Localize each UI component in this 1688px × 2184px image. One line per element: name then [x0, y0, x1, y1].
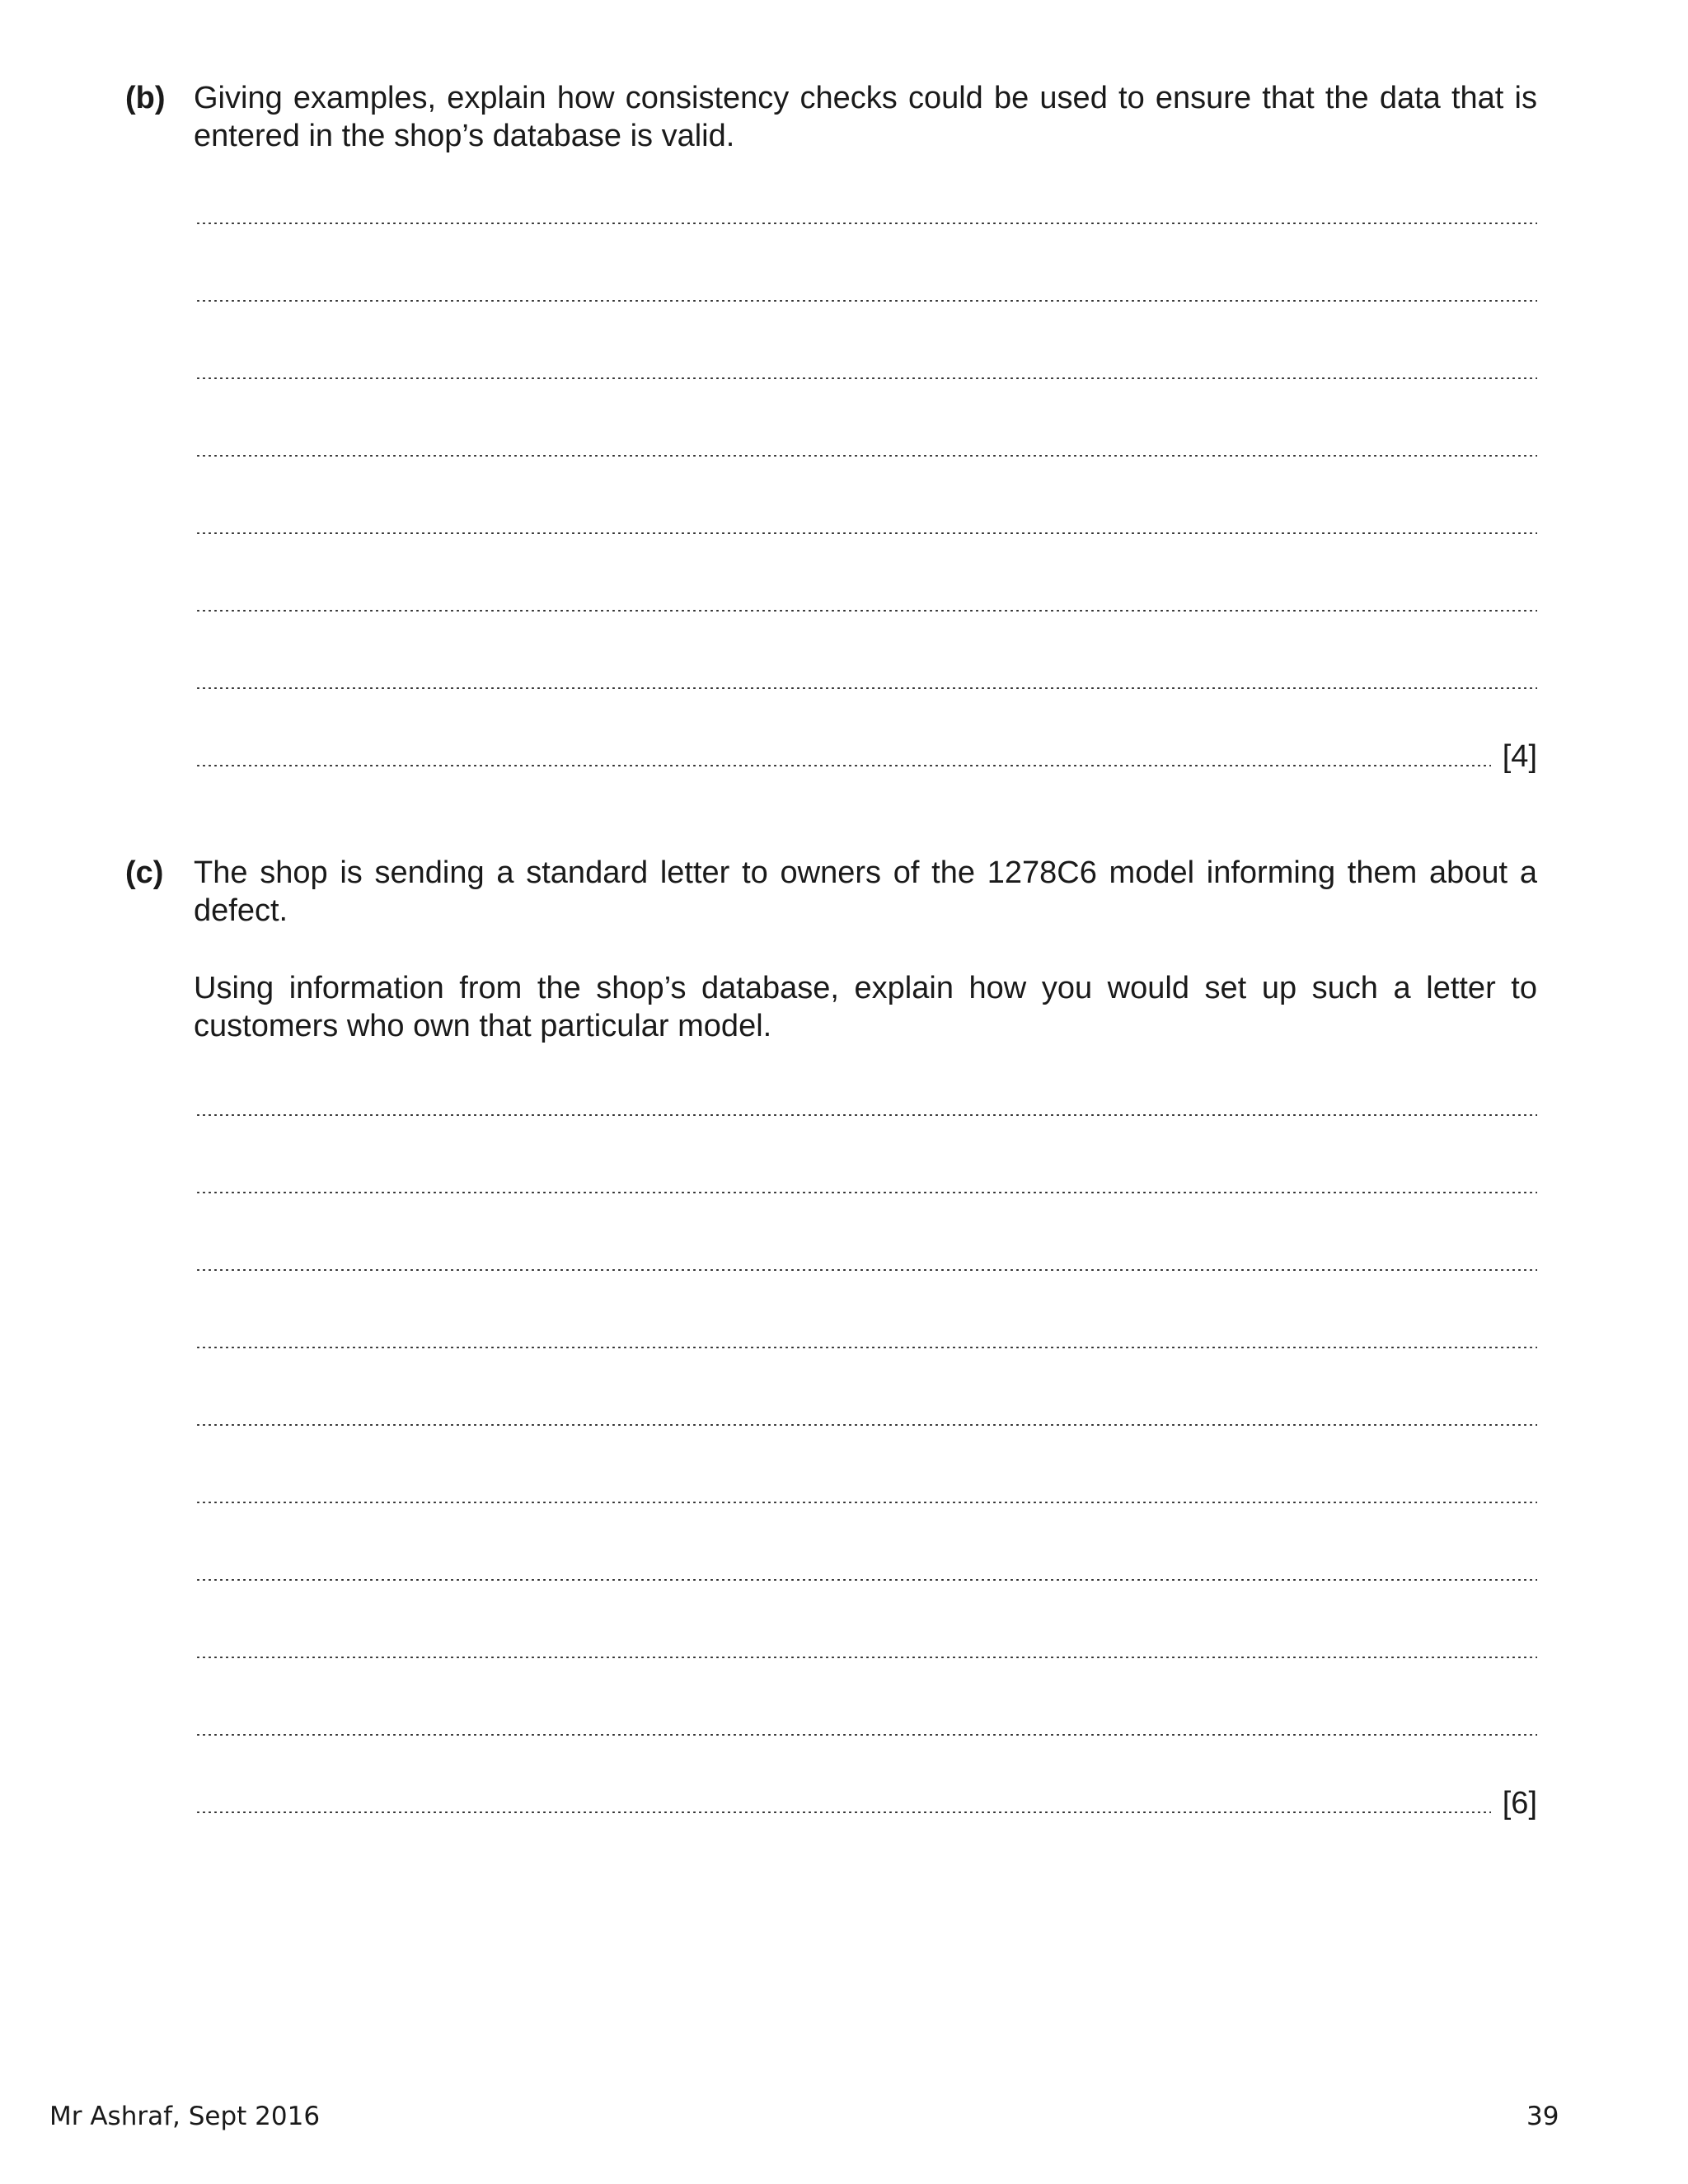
answer-line[interactable] — [195, 1632, 1537, 1665]
dotted-line — [195, 1347, 1537, 1348]
dotted-line — [195, 377, 1537, 379]
dotted-line — [195, 1579, 1537, 1581]
dotted-line — [195, 1811, 1491, 1813]
answer-line[interactable] — [195, 430, 1537, 463]
footer-author: Mr Ashraf, Sept 2016 — [49, 2102, 321, 2131]
answer-line[interactable] — [195, 275, 1537, 308]
dotted-line — [195, 532, 1537, 534]
question-text-b: Giving examples, explain how consistency checks could be used to ensure that the data that is entered in the shop’s database is valid. — [194, 81, 1537, 153]
dotted-line — [195, 610, 1537, 612]
dotted-line — [195, 765, 1491, 766]
dotted-line — [195, 1502, 1537, 1503]
answer-line[interactable] — [195, 1554, 1537, 1587]
answer-line[interactable] — [195, 1477, 1537, 1510]
answer-line[interactable] — [195, 1167, 1537, 1200]
dotted-line — [195, 687, 1537, 689]
answer-line[interactable] — [195, 663, 1537, 696]
answer-line[interactable] — [195, 1090, 1537, 1122]
dotted-line — [195, 1734, 1537, 1736]
page-number: 39 — [1526, 2102, 1559, 2131]
answer-line[interactable] — [195, 1709, 1537, 1742]
dotted-line — [195, 1114, 1537, 1116]
question-label-b: (b) — [125, 81, 166, 115]
answer-line[interactable] — [195, 198, 1537, 231]
answer-line[interactable] — [195, 1244, 1537, 1277]
dotted-line — [195, 223, 1537, 224]
dotted-line — [195, 1657, 1537, 1658]
answer-line-final[interactable] — [195, 740, 1537, 773]
question-text-c-1: The shop is sending a standard letter to owners of the 1278C6 model informing them about a defect. — [194, 855, 1537, 928]
answer-line[interactable] — [195, 508, 1537, 541]
dotted-line — [195, 300, 1537, 302]
question-text-c-2: Using information from the shop’s database, explain how you would set up such a letter to customers who own that particular model. — [194, 971, 1537, 1043]
marks-b: [4] — [1502, 739, 1537, 774]
dotted-line — [195, 455, 1537, 457]
dotted-line — [195, 1192, 1537, 1193]
answer-line[interactable] — [195, 353, 1537, 386]
dotted-line — [195, 1424, 1537, 1426]
marks-c: [6] — [1502, 1786, 1537, 1821]
answer-line-final[interactable] — [195, 1787, 1537, 1820]
question-label-c: (c) — [125, 855, 164, 890]
dotted-line — [195, 1269, 1537, 1271]
answer-line[interactable] — [195, 585, 1537, 618]
answer-line[interactable] — [195, 1322, 1537, 1355]
answer-line[interactable] — [195, 1399, 1537, 1432]
